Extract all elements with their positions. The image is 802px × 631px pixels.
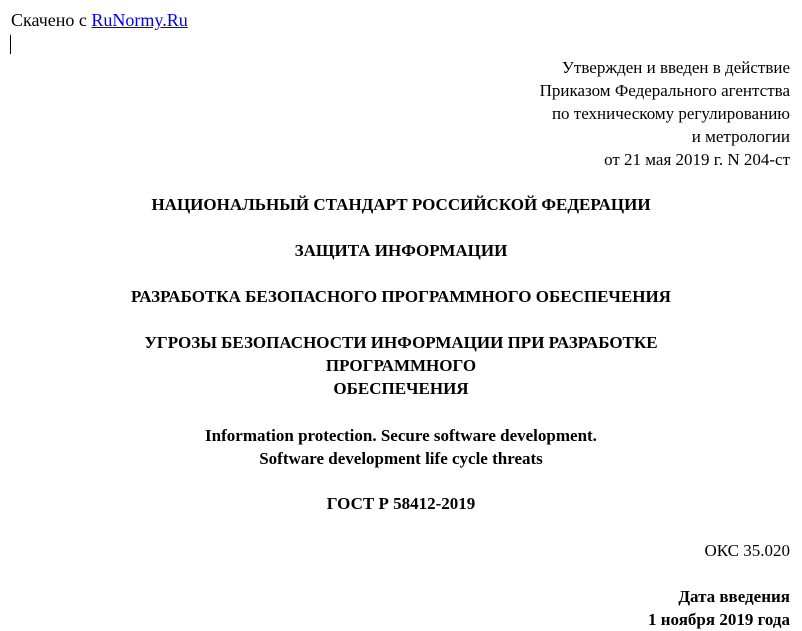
national-standard-heading: НАЦИОНАЛЬНЫЙ СТАНДАРТ РОССИЙСКОЙ ФЕДЕРАЦИИ <box>151 195 651 214</box>
title-line: УГРОЗЫ БЕЗОПАСНОСТИ ИНФОРМАЦИИ ПРИ РАЗРАБОТКЕ <box>144 333 658 352</box>
approval-line: по техническому регулированию <box>551 104 790 123</box>
oks-code: ОКС 35.020 <box>704 541 790 560</box>
topic-heading: РАЗРАБОТКА БЕЗОПАСНОГО ПРОГРАММНОГО ОБЕСПЕЧЕНИЯ <box>131 287 671 306</box>
effective-date-label: Дата введения <box>678 587 790 606</box>
subject-heading: ЗАЩИТА ИНФОРМАЦИИ <box>294 241 508 260</box>
title-block <box>0 331 802 400</box>
text-cursor <box>10 35 11 54</box>
runormy-link[interactable]: RuNormy.Ru <box>91 10 188 30</box>
approval-line: и метрологии <box>691 127 790 146</box>
approval-block <box>540 56 790 171</box>
gost-number: ГОСТ Р 58412-2019 <box>326 494 476 513</box>
english-title-line: Information protection. Secure software development. <box>205 426 597 445</box>
effective-date: 1 ноября 2019 года <box>648 610 790 629</box>
approval-line: Утвержден и введен в действие <box>561 58 790 77</box>
source-prefix: Скачено с <box>11 10 92 30</box>
approval-line: Приказом Федерального агентства <box>539 81 790 100</box>
title-line: ОБЕСПЕЧЕНИЯ <box>333 379 469 398</box>
english-title-block <box>0 424 802 470</box>
source-line <box>11 9 188 31</box>
english-title-line: Software development life cycle threats <box>259 449 543 468</box>
title-line: ПРОГРАММНОГО <box>325 356 477 375</box>
approval-line: от 21 мая 2019 г. N 204-ст <box>604 150 790 169</box>
